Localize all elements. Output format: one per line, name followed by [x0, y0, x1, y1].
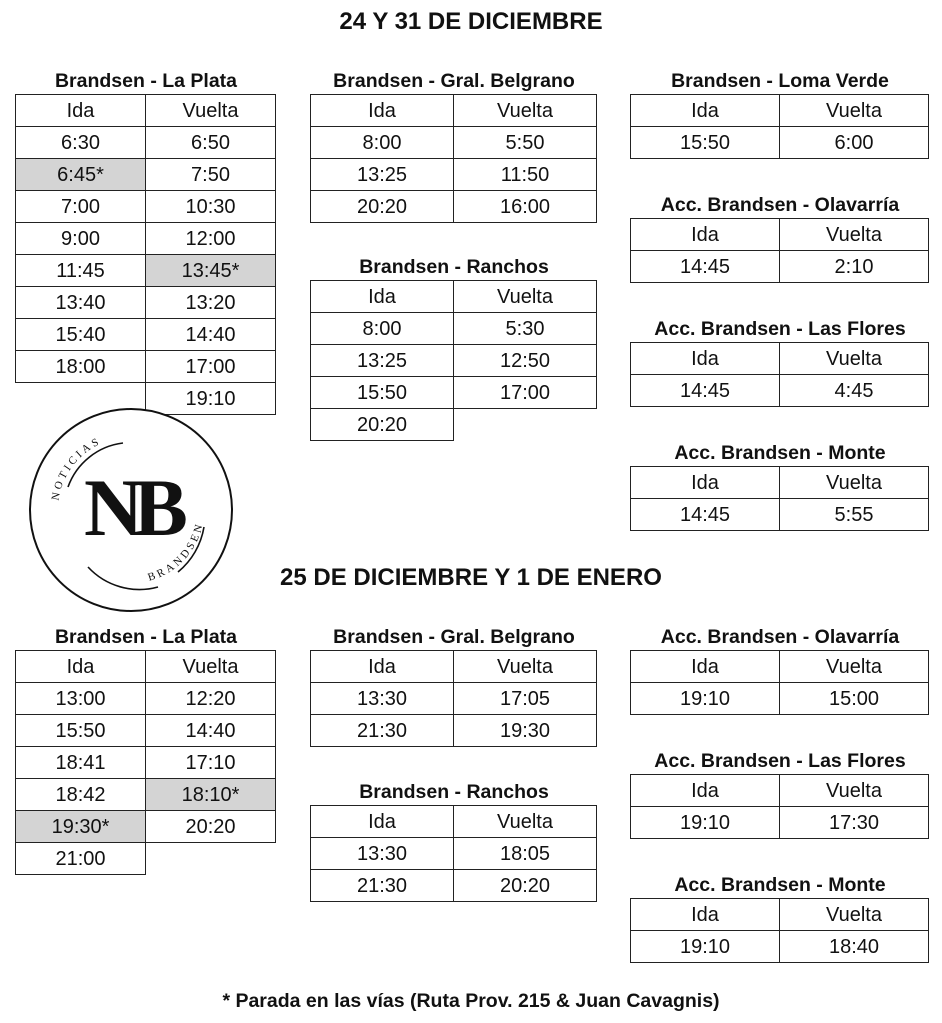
- departure-time-cell: 6:30: [16, 127, 146, 159]
- schedule-table: [15, 650, 276, 875]
- schedule-table: [630, 650, 929, 715]
- schedule-table: [630, 342, 929, 407]
- column-header-vuelta: Vuelta: [780, 467, 929, 499]
- table-header-row: [631, 775, 929, 807]
- departure-time-cell: 15:50: [311, 377, 454, 409]
- footnote: * Parada en las vías (Ruta Prov. 215 & Juan Cavagnis): [222, 990, 720, 1012]
- schedule-title: Acc. Brandsen - Olavarría: [660, 194, 900, 216]
- departure-time-cell: 18:00: [16, 351, 146, 383]
- schedule-olavarria-dec24: [630, 192, 930, 283]
- table-row: [311, 159, 597, 191]
- table-row: [631, 683, 929, 715]
- return-time-cell: 6:00: [780, 127, 929, 159]
- table-row: [631, 375, 929, 407]
- table-row: [16, 843, 276, 875]
- return-time-cell: 16:00: [454, 191, 597, 223]
- schedule-table: [630, 218, 929, 283]
- table-header-row: [631, 95, 929, 127]
- schedule-brandsen-ranchos-dec25: [310, 779, 598, 902]
- schedule-title: Acc. Brandsen - Las Flores: [654, 318, 906, 340]
- column-header-ida: Ida: [16, 95, 146, 127]
- table-row: [311, 715, 597, 747]
- table-header-row: [311, 806, 597, 838]
- schedule-table: [310, 650, 597, 747]
- departure-time-cell: 13:30: [311, 838, 454, 870]
- schedule-olavarria-dec25: [630, 624, 930, 715]
- schedule-monte-dec25: [630, 872, 930, 963]
- table-row: [16, 715, 276, 747]
- schedule-table: [630, 466, 929, 531]
- schedule-brandsen-gral-belgrano-dec24: [310, 68, 598, 223]
- departure-time-cell: 7:00: [16, 191, 146, 223]
- departure-time-cell: 21:00: [16, 843, 146, 875]
- return-time-cell: 4:45: [780, 375, 929, 407]
- column-header-vuelta: Vuelta: [146, 95, 276, 127]
- departure-time-cell: 8:00: [311, 313, 454, 345]
- schedule-title: Brandsen - La Plata: [54, 626, 238, 648]
- return-time-cell: 6:50: [146, 127, 276, 159]
- table-header-row: [631, 467, 929, 499]
- empty-cell: [454, 409, 597, 441]
- table-header-row: [311, 651, 597, 683]
- schedule-title: Brandsen - Loma Verde: [671, 70, 889, 92]
- departure-time-cell: 14:45: [631, 375, 780, 407]
- return-time-cell: 17:00: [454, 377, 597, 409]
- departure-time-cell: 15:40: [16, 319, 146, 351]
- return-time-cell: 18:40: [780, 931, 929, 963]
- column-header-vuelta: Vuelta: [780, 899, 929, 931]
- table-row: [631, 807, 929, 839]
- departure-time-cell: 18:41: [16, 747, 146, 779]
- departure-time-cell: 13:00: [16, 683, 146, 715]
- schedule-table: [310, 280, 597, 441]
- departure-time-cell: 18:42: [16, 779, 146, 811]
- schedule-title: Brandsen - Gral. Belgrano: [333, 626, 575, 648]
- departure-time-cell: 13:40: [16, 287, 146, 319]
- column-header-ida: Ida: [631, 775, 780, 807]
- return-time-cell: 17:05: [454, 683, 597, 715]
- table-row: [311, 870, 597, 902]
- table-header-row: [16, 651, 276, 683]
- schedule-title: Brandsen - Ranchos: [359, 256, 549, 278]
- return-time-cell: 12:20: [146, 683, 276, 715]
- column-header-vuelta: Vuelta: [454, 651, 597, 683]
- column-header-ida: Ida: [311, 95, 454, 127]
- table-row: [311, 313, 597, 345]
- return-time-cell: 13:45*: [146, 255, 276, 287]
- table-row: [16, 747, 276, 779]
- table-header-row: [631, 219, 929, 251]
- return-time-cell: 20:20: [146, 811, 276, 843]
- column-header-ida: Ida: [631, 651, 780, 683]
- column-header-ida: Ida: [631, 219, 780, 251]
- return-time-cell: 5:30: [454, 313, 597, 345]
- departure-time-cell: 19:10: [631, 683, 780, 715]
- table-row: [16, 127, 276, 159]
- table-row: [311, 191, 597, 223]
- column-header-vuelta: Vuelta: [780, 95, 929, 127]
- return-time-cell: 17:10: [146, 747, 276, 779]
- column-header-ida: Ida: [311, 651, 454, 683]
- schedule-title: Acc. Brandsen - Las Flores: [654, 750, 906, 772]
- table-row: [16, 223, 276, 255]
- departure-time-cell: 15:50: [631, 127, 780, 159]
- schedule-brandsen-gral-belgrano-dec25: [310, 624, 598, 747]
- schedule-brandsen-ranchos-dec24: [310, 254, 598, 441]
- table-row: [311, 683, 597, 715]
- schedule-table: [15, 94, 276, 415]
- column-header-ida: Ida: [16, 651, 146, 683]
- column-header-ida: Ida: [631, 343, 780, 375]
- table-row: [16, 287, 276, 319]
- table-row: [16, 779, 276, 811]
- column-header-vuelta: Vuelta: [780, 343, 929, 375]
- section-heading-24-31-diciembre: 24 Y 31 DE DICIEMBRE: [339, 8, 603, 35]
- table-header-row: [631, 343, 929, 375]
- table-row: [631, 499, 929, 531]
- return-time-cell: 5:55: [780, 499, 929, 531]
- table-header-row: [311, 95, 597, 127]
- table-row: [16, 351, 276, 383]
- table-row: [311, 838, 597, 870]
- departure-time-cell: 21:30: [311, 870, 454, 902]
- schedule-title: Acc. Brandsen - Monte: [674, 442, 886, 464]
- table-row: [16, 191, 276, 223]
- schedule-las-flores-dec25: [630, 748, 930, 839]
- return-time-cell: 19:30: [454, 715, 597, 747]
- table-header-row: [631, 899, 929, 931]
- schedule-title: Brandsen - La Plata: [54, 70, 238, 92]
- table-row: [16, 683, 276, 715]
- departure-time-cell: 8:00: [311, 127, 454, 159]
- departure-time-cell: 20:20: [311, 409, 454, 441]
- column-header-ida: Ida: [631, 467, 780, 499]
- column-header-ida: Ida: [311, 806, 454, 838]
- logo-initials: NB: [84, 462, 178, 553]
- table-row: [631, 251, 929, 283]
- departure-time-cell: 14:45: [631, 251, 780, 283]
- schedule-las-flores-dec24: [630, 316, 930, 407]
- column-header-ida: Ida: [631, 899, 780, 931]
- return-time-cell: 14:40: [146, 715, 276, 747]
- table-row: [311, 345, 597, 377]
- schedule-title: Brandsen - Gral. Belgrano: [333, 70, 575, 92]
- column-header-vuelta: Vuelta: [780, 651, 929, 683]
- schedule-monte-dec24: [630, 440, 930, 531]
- departure-time-cell: 19:30*: [16, 811, 146, 843]
- schedule-brandsen-la-plata-dec24: [15, 68, 277, 415]
- return-time-cell: 7:50: [146, 159, 276, 191]
- logo-top-text: NOTICIAS: [49, 434, 104, 502]
- schedule-table: [310, 805, 597, 902]
- schedule-table: [630, 774, 929, 839]
- return-time-cell: 19:10: [146, 383, 276, 415]
- column-header-ida: Ida: [631, 95, 780, 127]
- column-header-vuelta: Vuelta: [454, 95, 597, 127]
- column-header-vuelta: Vuelta: [454, 806, 597, 838]
- departure-time-cell: 21:30: [311, 715, 454, 747]
- table-row: [631, 127, 929, 159]
- column-header-vuelta: Vuelta: [780, 775, 929, 807]
- return-time-cell: 17:30: [780, 807, 929, 839]
- column-header-vuelta: Vuelta: [454, 281, 597, 313]
- schedule-brandsen-loma-verde-dec24: [630, 68, 930, 159]
- table-header-row: [631, 651, 929, 683]
- return-time-cell: 18:05: [454, 838, 597, 870]
- departure-time-cell: 13:30: [311, 683, 454, 715]
- return-time-cell: 20:20: [454, 870, 597, 902]
- table-row: [631, 931, 929, 963]
- return-time-cell: 13:20: [146, 287, 276, 319]
- schedule-title: Acc. Brandsen - Olavarría: [660, 626, 900, 648]
- column-header-vuelta: Vuelta: [146, 651, 276, 683]
- return-time-cell: 17:00: [146, 351, 276, 383]
- departure-time-cell: 13:25: [311, 345, 454, 377]
- schedule-table: [630, 94, 929, 159]
- column-header-ida: Ida: [311, 281, 454, 313]
- empty-cell: [146, 843, 276, 875]
- schedule-title: Acc. Brandsen - Monte: [674, 874, 886, 896]
- logo-bottom-text: BRANDSEN: [146, 520, 206, 584]
- table-header-row: [311, 281, 597, 313]
- column-header-vuelta: Vuelta: [780, 219, 929, 251]
- departure-time-cell: 19:10: [631, 931, 780, 963]
- schedule-table: [310, 94, 597, 223]
- table-header-row: [16, 95, 276, 127]
- departure-time-cell: 6:45*: [16, 159, 146, 191]
- table-row: [311, 127, 597, 159]
- section-heading-25-dic-1-ene: 25 DE DICIEMBRE Y 1 DE ENERO: [280, 564, 662, 591]
- table-row: [16, 159, 276, 191]
- return-time-cell: 11:50: [454, 159, 597, 191]
- table-row: [311, 377, 597, 409]
- departure-time-cell: 14:45: [631, 499, 780, 531]
- departure-time-cell: 19:10: [631, 807, 780, 839]
- return-time-cell: 14:40: [146, 319, 276, 351]
- departure-time-cell: 9:00: [16, 223, 146, 255]
- table-row: [16, 811, 276, 843]
- departure-time-cell: 20:20: [311, 191, 454, 223]
- table-row: [16, 255, 276, 287]
- departure-time-cell: 13:25: [311, 159, 454, 191]
- return-time-cell: 10:30: [146, 191, 276, 223]
- return-time-cell: 18:10*: [146, 779, 276, 811]
- schedule-table: [630, 898, 929, 963]
- table-row: [16, 319, 276, 351]
- schedule-title: Brandsen - Ranchos: [359, 781, 549, 803]
- table-row: [311, 409, 597, 441]
- return-time-cell: 12:50: [454, 345, 597, 377]
- return-time-cell: 12:00: [146, 223, 276, 255]
- return-time-cell: 5:50: [454, 127, 597, 159]
- departure-time-cell: 15:50: [16, 715, 146, 747]
- return-time-cell: 15:00: [780, 683, 929, 715]
- schedule-brandsen-la-plata-dec25: [15, 624, 277, 875]
- return-time-cell: 2:10: [780, 251, 929, 283]
- departure-time-cell: 11:45: [16, 255, 146, 287]
